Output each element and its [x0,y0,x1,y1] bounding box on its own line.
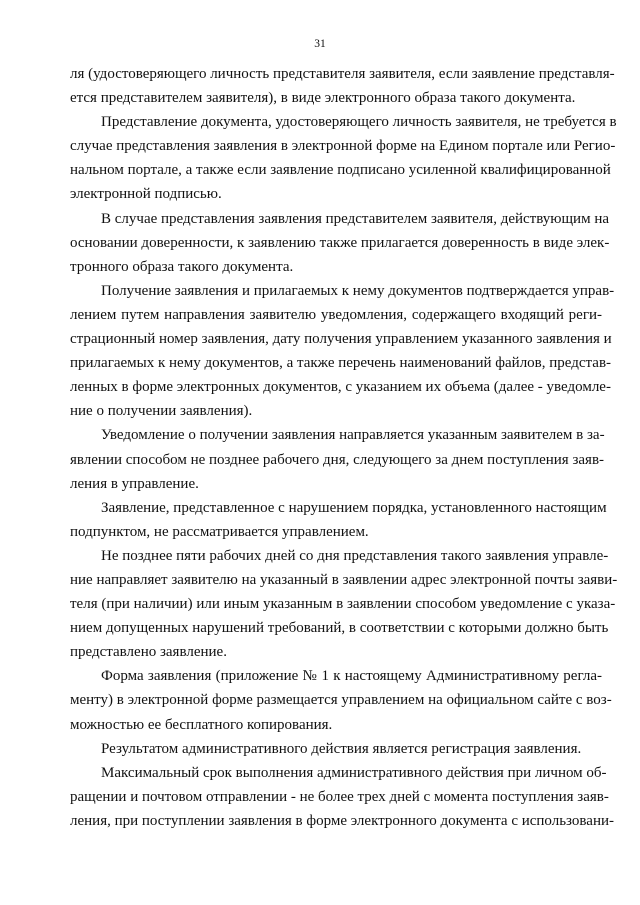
text-line: ления, при поступлении заявления в форме электронного документа с использовани- [70,812,614,829]
text-line: электронной подписью. [70,186,222,203]
paragraph-first-line: Заявление, представленное с нарушением порядка, установленного настоящим [101,499,607,516]
paragraph-first-line: Максимальный срок выполнения административного действия при личном об- [101,764,607,781]
paragraph-first-line: Представление документа, удостоверяющего личность заявителя, не требуется в [101,114,617,131]
text-line: явлении способом не позднее рабочего дня, следующего за днем поступления заяв- [70,451,605,468]
text-line: менту) в электронной форме размещается управлением на официальном сайте с воз- [70,692,612,709]
paragraph-first-line: Уведомление о получении заявления направляется указанным заявителем в за- [101,427,605,444]
text-line: представлено заявление. [70,644,227,661]
text-line: ние направляет заявителю на указанный в заявлении адрес электронной почты заяви- [70,571,618,588]
text-line: ние о получении заявления). [70,403,253,420]
text-line: подпунктом, не рассматривается управлением. [70,523,369,540]
text-line: тронного образа такого документа. [70,258,294,275]
paragraph-first-line: Получение заявления и прилагаемых к нему документов подтверждается управ- [101,282,615,299]
text-line: ля (удостоверяющего личность представителя заявителя, если заявление представля- [70,66,615,82]
text-line: нием допущенных нарушений требований, в соответствии с которыми должно быть [70,620,609,637]
text-line: теля (при наличии) или иным указанным в заявлении способом уведомление с указа- [70,596,616,613]
text-line: основании доверенности, к заявлению также прилагается доверенность в виде элек- [70,234,610,251]
page-number: 31 [314,38,326,50]
text-line: прилагаемых к нему документов, а также перечень наименований файлов, представ- [70,355,612,372]
body-text [70,62,618,833]
paragraph-first-line: Форма заявления (приложение № 1 к настоящему Административному регла- [101,668,602,685]
text-line: ется представителем заявителя), в виде электронного образа такого документа. [70,90,576,107]
text-line: ленных в форме электронных документов, с указанием их объема (далее - уведомле- [70,379,611,396]
paragraph-first-line: Не позднее пяти рабочих дней со дня представления такого заявления управле- [101,547,609,564]
text-line: нальном портале, а также если заявление подписано усиленной квалифицированной [70,162,611,179]
text-line: можностью ее бесплатного копирования. [70,716,333,733]
text-line: ращении и почтовом отправлении - не более трех дней с момента поступления заяв- [70,788,609,805]
paragraph-first-line: В случае представления заявления представителем заявителя, действующим на [101,210,610,227]
paragraph-first-line: Результатом административного действия является регистрация заявления. [101,740,582,757]
text-line: случае представления заявления в электронной форме на Едином портале или Регио- [70,138,616,155]
text-line: лением путем направления заявителю уведомления, содержащего входящий реги- [70,306,602,323]
text-line: страционный номер заявления, дату получения управлением указанного заявления и [70,331,612,348]
text-line: ления в управление. [70,475,199,492]
